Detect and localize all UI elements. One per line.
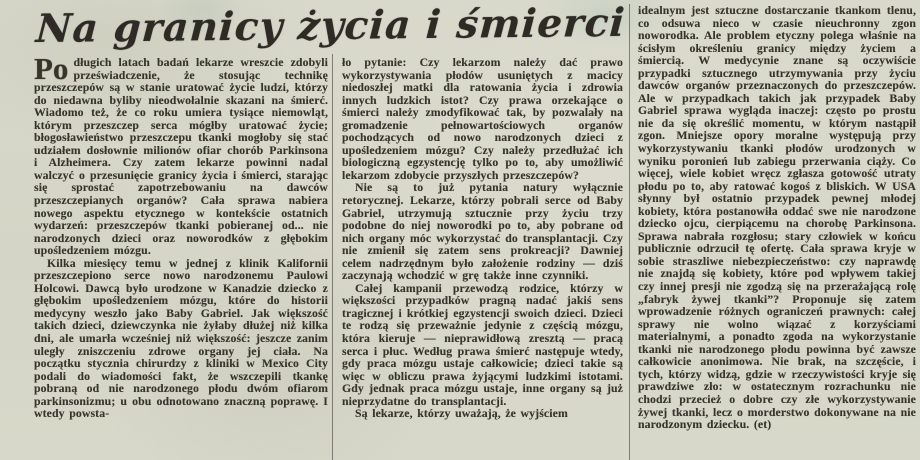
paragraph: Nie są to już pytania natury wyłącznie retorycznej. Lekarze, którzy pobrali serce od Baby Gabriel, utrzymują sztucznie przy życiu trzy podobne do niej noworodki po to, aby pobrane od nich organy móc wykorzystać do transplantacji. Czy nie zmienił się zatem sens prokreacji? Dawniej celem nadrzędnym było założenie rodziny — dziś zaczynają wchodzić w grę także inne czynniki. [342, 180, 623, 283]
paragraph: Całej kampanii przewodzą rodzice, którzy w większości przypadków pragną nadać jakiś sens tragicznej i krótkiej egzystencji swoich dzieci. Dzieci te rodzą się przeważnie jedynie z częścią mózgu, która kieruje — nieprawidłową zresztą — pracą serca i płuc. Według prawa śmierć następuje wtedy, gdy praca mózgu ustaje całkowicie; dzieci takie są więc w obliczu prawa żyjącymi ludzkimi istotami. Gdy jednak praca mózgu ustaje, inne organy są już nieprzydatne do transplantacji. [342, 280, 623, 408]
article-column-1 [34, 56, 328, 458]
column-divider-2 [629, 4, 630, 460]
paragraph [638, 4, 916, 431]
paragraph: Kilka miesięcy temu w jednej z klinik Kalifornii przeszczepiono serce nowo narodzonemu Paulowi Holcowi. Dawcą było urodzone w Kanadzie dziecko z głębokim upośledzeniem mózgu, które do historii medycyny weszło jako Baby Gabriel. Jak większość takich dzieci, dziewczynka nie żyłaby dłużej niż kilka dni, ale umarła wcześniej niż większość: jeszcze zanim uległy zniszczeniu zdrowe organy jej ciała. Na początku stycznia chirurdzy z kliniki w Mexico City podali do wiadomości fakt, że wszczepili tkankę pobraną od nie narodzonego płodu dwóm ofiarom parkinsonizmu; u obu odnotowano znaczną poprawę. I wtedy powsta- [34, 255, 328, 421]
paragraph: Są lekarze, którzy uważają, że wyjściem [355, 406, 568, 421]
author-credit: (et) [753, 417, 772, 432]
drop-cap: Po [34, 56, 69, 86]
article-column-3 [638, 4, 916, 458]
column-divider-1 [332, 54, 333, 460]
paragraph-text: idealnym jest sztuczne dostarczanie tkankom tlenu, co odsuwa nieco w czasie nieuchronny zgon noworodka. Ale problem etyczny polega właśnie na ścisłym określeniu granicy między życiem a śmiercią. W medycynie znane są oczywiście przypadki sztucznego utrzymywania przy życiu dawców organów przeznaczonych do przeszczepów. Ale w przypadkach takich jak przypadek Baby Gabriel sprawa wygląda inaczej: często po prostu nie da się określić momentu, w którym nastąpił zgon. Mniejsze opory moralne występują przy wykorzystywaniu tkanki płodów urodzonych w wyniku poronień lub zabiegu przerwania ciąży. Co więcej, wiele kobiet wręcz zgłasza gotowość utraty płodu po to, aby ratować kogoś z bliskich. W USA słynny był ostatnio przypadek pewnej młodej kobiety, która postanowiła oddać swe nie narodzone dziecko ojcu, cierpiącemu na chorobę Parkinsona. Sprawa nabrała rozgłosu; stary człowiek w końcu publicznie odrzucił tę ofertę. Cała sprawa kryje w sobie straszliwe niebezpieczeństwo: czy naprawdę nie znajdą się kobiety, które pod wpływem takiej czy innej presji nie zgodzą się na przerażającą rolę „fabryk żywej tkanki”? Proponuje się zatem wprowadzenie różnych ograniczeń prawnych: całej sprawy nie wolno wiązać z korzyściami materialnymi, a ponadto zgoda na wykorzystanie tkanki nie narodzonego płodu powinna być zawsze całkowicie anonimowa. Nie brak, na szczęście, i tych, którzy widzą, gdzie w rzeczywistości kryje się prawdziwe zło: w ostatecznym rozrachunku nie chodzi przecież o dobre czy złe wykorzystywanie żywej tkanki, lecz o morderstwo dokonywane na nie narodzonym dziecku. [638, 4, 916, 432]
paragraph [34, 56, 328, 257]
paragraph: ło pytanie: Czy lekarzom należy dać prawo wykorzystywania płodów usuniętych z macicy niedoszłej matki dla ratowania życia i zdrowia innych ludzkich istot? Czy prawa orzekające o śmierci należy zmodyfikować tak, by pozwalały na gromadzenie pełnowartościowych organów pochodzących od nowo narodzonych dzieci z upośledzeniem mózgu? Czy należy przedłużać ich biologiczną egzystencję tylko po to, aby umożliwić lekarzom zdobycie przyszłych przeszczepów? [342, 56, 623, 182]
article-column-2 [342, 56, 623, 458]
article-title: Na granicy życia i śmierci [34, 0, 627, 53]
paragraph-text: długich latach badań lekarze wreszcie zdobyli przeświadczenie, że stosując technikę przeszczepów są w stanie uratować życie ludzi, którzy do niedawna byliby nieodwołalnie skazani na śmierć. Wiadomo też, że co roku umiera tysiące niemowląt, którym przeszczep serca mógłby uratować życie; błogosławieństwo przeszczepu tkanki mogłoby się stać udziałem dosłownie milionów ofiar chorób Parkinsona i Alzheimera. Czy zatem lekarze powinni nadal walczyć o przesunięcie granicy życia i śmierci, starając się sprostać zapotrzebowaniu na dawców przeszczepianych organów? Cała sprawa nabiera nowego aspektu etycznego w kontekście ostatnich wydarzeń: przeszczepów tkanki pobieranej od... nie narodzonych dzieci oraz noworodków z głębokim upośledzeniem mózgu. [34, 56, 328, 258]
